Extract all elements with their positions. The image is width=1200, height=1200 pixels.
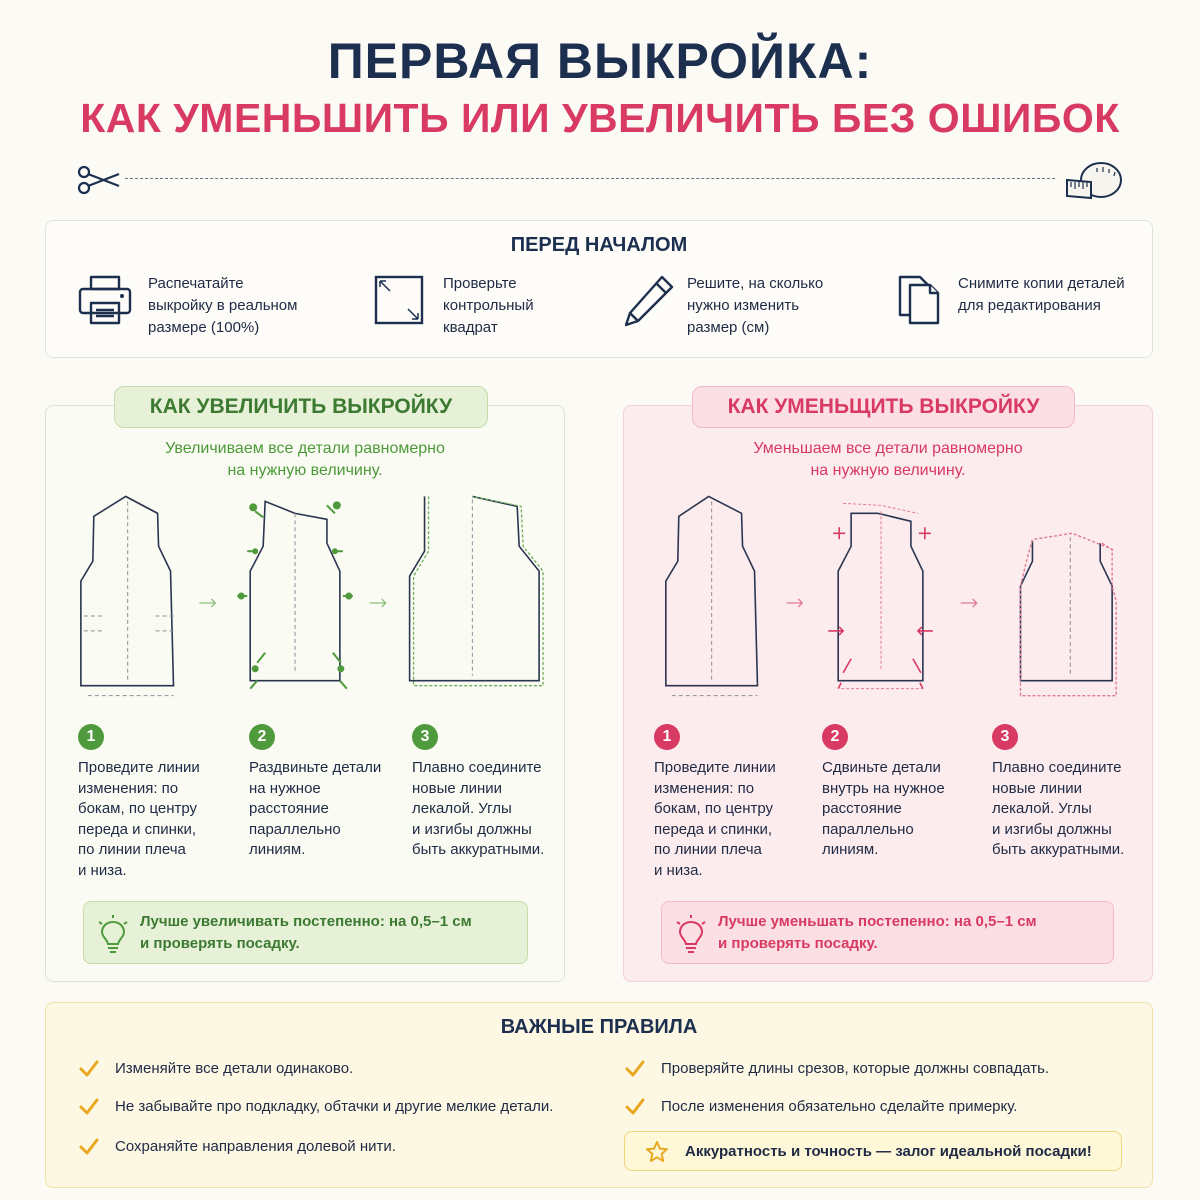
page-subtitle: КАК УМЕНЬШИТЬ ИЛИ УВЕЛИЧИТЬ БЕЗ ОШИБОК <box>80 95 1120 141</box>
checkmark-icon <box>78 1136 100 1158</box>
page-title: ПЕРВАЯ ВЫКРОЙКА: <box>327 33 873 89</box>
before-item-label: Проверьте контрольный квадрат <box>443 275 534 336</box>
reduce-panel <box>623 395 1153 982</box>
reduce-diagram <box>624 491 1152 716</box>
before-item-copy <box>894 271 1144 341</box>
arrow-icon <box>199 599 215 607</box>
checkmark-icon <box>78 1058 100 1080</box>
checkmark-icon <box>624 1096 646 1118</box>
before-start-panel <box>45 220 1153 358</box>
reduce-tip <box>661 901 1114 964</box>
rule-text: После изменения обязательно сделайте примерку. <box>661 1098 1018 1115</box>
tip-text: Лучше уменьшать постепенно: на 0,5–1 см и проверять посадку. <box>718 913 1037 952</box>
printer-icon <box>78 271 134 331</box>
rules-panel <box>45 1002 1153 1188</box>
step-number: 3 <box>412 724 438 750</box>
enlarge-tip <box>83 901 528 964</box>
before-item-decide <box>622 271 872 341</box>
control-square-icon <box>372 271 428 331</box>
step-number: 2 <box>249 724 275 750</box>
step-text: Плавно соедините новые линии лекалой. Углы и изгибы должны быть аккуратными. <box>992 759 1125 858</box>
checkmark-icon <box>624 1058 646 1080</box>
step-number: 1 <box>654 724 680 750</box>
step-text: Плавно соедините новые линии лекалой. Углы и изгибы должны быть аккуратными. <box>412 759 545 858</box>
reduce-title: КАК УМЕНЬЩИТЬ ВЫКРОЙКУ <box>692 386 1075 428</box>
before-item-square <box>372 271 612 341</box>
lightbulb-icon <box>674 914 708 954</box>
before-start-heading: ПЕРЕД НАЧАЛОМ <box>510 234 688 256</box>
measuring-tape-icon <box>1063 160 1125 202</box>
rule-text: Не забывайте про подкладку, обтачки и другие мелкие детали. <box>115 1098 554 1115</box>
scissors-icon <box>75 160 123 200</box>
vest-reduced <box>1020 541 1112 680</box>
enlarge-title: КАК УВЕЛИЧИТЬ ВЫКРОЙКУ <box>114 386 488 428</box>
step-number: 2 <box>822 724 848 750</box>
header-divider <box>75 160 1125 200</box>
step-number: 1 <box>78 724 104 750</box>
rule-text: Проверяйте длины срезов, которые должны совпадать. <box>661 1060 1050 1077</box>
step-text: Сдвиньте детали внутрь на нужное расстояние параллельно линиям. <box>822 759 945 858</box>
rules-heading: ВАЖНЫЕ ПРАВИЛА <box>500 1016 698 1038</box>
tip-text: Лучше увеличивать постепенно: на 0,5–1 см и проверять посадку. <box>140 913 472 952</box>
rule-text: Изменяйте все детали одинаково. <box>115 1060 354 1077</box>
rule-text: Сохраняйте направления долевой нити. <box>115 1138 396 1155</box>
enlarge-panel <box>45 395 565 982</box>
enlarge-subtitle: Увеличиваем все детали равномерно на нужную величину. <box>165 440 445 479</box>
rules-highlight <box>624 1131 1122 1171</box>
highlight-text: Аккуратность и точность — залог идеальной посадки! <box>685 1143 1092 1160</box>
step-text: Проведите линии изменения: по бокам, по центру переда и спинки, по линии плеча и низа. <box>78 759 200 879</box>
checkmark-icon <box>78 1096 100 1118</box>
before-item-print <box>78 271 348 341</box>
enlarge-diagram <box>46 491 564 716</box>
before-item-label: Распечатайте выкройку в реальном размере (100%) <box>148 275 298 336</box>
reduce-subtitle: Уменьшаем все детали равномерно на нужную величину. <box>753 440 1023 479</box>
before-item-label: Решите, на сколько нужно изменить размер (см) <box>687 275 824 336</box>
before-item-label: Снимите копии деталей для редактирования <box>958 275 1125 314</box>
pencil-icon <box>622 271 678 331</box>
copy-icon <box>894 271 950 331</box>
step-text: Раздвиньте детали на нужное расстояние параллельно линиям. <box>249 759 382 858</box>
step-text: Проведите линии изменения: по бокам, по центру переда и спинки, по линии плеча и низа. <box>654 759 776 879</box>
lightbulb-icon <box>96 914 130 954</box>
step-number: 3 <box>992 724 1018 750</box>
star-icon <box>645 1140 669 1164</box>
